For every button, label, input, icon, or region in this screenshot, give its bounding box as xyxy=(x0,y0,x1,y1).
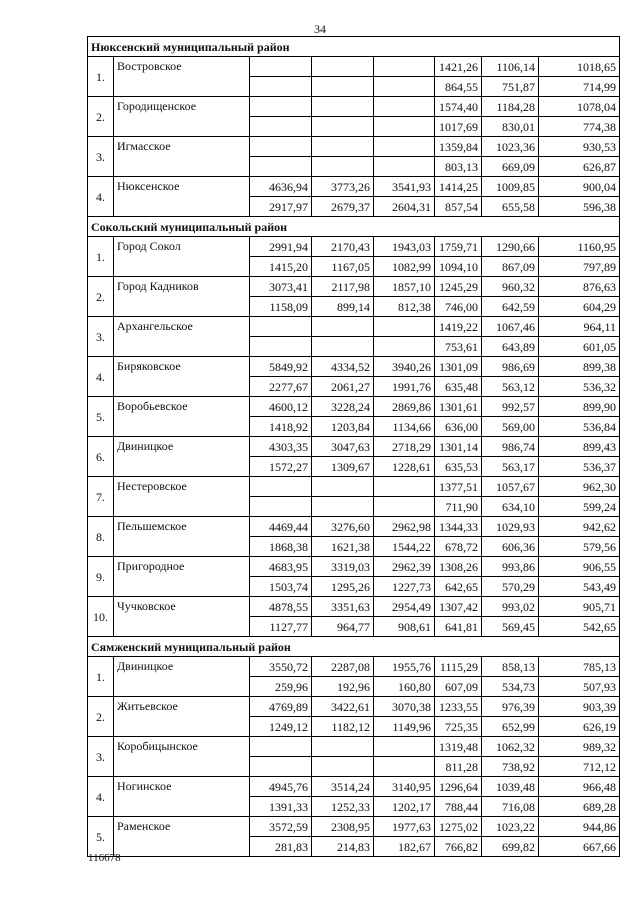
table-row xyxy=(88,737,620,757)
value-cell: 964,11 xyxy=(539,317,620,337)
value-cell: 1057,67 xyxy=(482,477,539,497)
value-cell: 1308,26 xyxy=(435,557,482,577)
value-cell xyxy=(250,157,312,177)
value-cell xyxy=(312,117,374,137)
value-cell: 1621,38 xyxy=(312,537,374,557)
row-number: 2. xyxy=(88,97,114,137)
value-cell: 716,08 xyxy=(482,797,539,817)
settlement-name: Биряковское xyxy=(114,357,250,397)
settlement-name: Чучковское xyxy=(114,597,250,637)
value-cell xyxy=(312,737,374,757)
value-cell: 3514,24 xyxy=(312,777,374,797)
value-cell: 2917,97 xyxy=(250,197,312,217)
value-cell: 906,55 xyxy=(539,557,620,577)
value-cell: 788,44 xyxy=(435,797,482,817)
settlement-name: Город Кадников xyxy=(114,277,250,317)
value-cell: 636,00 xyxy=(435,417,482,437)
row-number: 5. xyxy=(88,397,114,437)
row-number: 10. xyxy=(88,597,114,637)
value-cell: 2061,27 xyxy=(312,377,374,397)
value-cell: 1309,67 xyxy=(312,457,374,477)
value-cell xyxy=(374,497,435,517)
value-cell: 3073,41 xyxy=(250,277,312,297)
value-cell: 579,56 xyxy=(539,537,620,557)
table-row xyxy=(88,657,620,677)
value-cell: 966,48 xyxy=(539,777,620,797)
value-cell: 811,28 xyxy=(435,757,482,777)
value-cell: 4469,44 xyxy=(250,517,312,537)
value-cell: 1301,09 xyxy=(435,357,482,377)
value-cell: 714,99 xyxy=(539,77,620,97)
value-cell: 899,43 xyxy=(539,437,620,457)
row-number: 4. xyxy=(88,357,114,397)
value-cell: 1203,84 xyxy=(312,417,374,437)
value-cell: 1759,71 xyxy=(435,237,482,257)
value-cell: 3047,63 xyxy=(312,437,374,457)
settlement-name: Архангельское xyxy=(114,317,250,357)
value-cell: 942,62 xyxy=(539,517,620,537)
value-cell xyxy=(312,497,374,517)
value-cell: 1062,32 xyxy=(482,737,539,757)
value-cell xyxy=(250,737,312,757)
value-cell: 214,83 xyxy=(312,837,374,857)
value-cell: 599,24 xyxy=(539,497,620,517)
value-cell: 5849,92 xyxy=(250,357,312,377)
settlement-name: Двиницкое xyxy=(114,437,250,477)
value-cell xyxy=(374,337,435,357)
value-cell: 1391,33 xyxy=(250,797,312,817)
value-cell: 2604,31 xyxy=(374,197,435,217)
value-cell: 766,82 xyxy=(435,837,482,857)
value-cell: 944,86 xyxy=(539,817,620,837)
value-cell: 182,67 xyxy=(374,837,435,857)
value-cell: 3228,24 xyxy=(312,397,374,417)
value-cell: 601,05 xyxy=(539,337,620,357)
value-cell: 1184,28 xyxy=(482,97,539,117)
value-cell: 1023,22 xyxy=(482,817,539,837)
value-cell: 536,84 xyxy=(539,417,620,437)
value-cell: 1415,20 xyxy=(250,257,312,277)
value-cell: 1307,42 xyxy=(435,597,482,617)
value-cell: 993,02 xyxy=(482,597,539,617)
value-cell xyxy=(250,57,312,77)
table-row xyxy=(88,697,620,717)
value-cell: 1359,84 xyxy=(435,137,482,157)
table-row xyxy=(88,557,620,577)
value-cell: 1319,48 xyxy=(435,737,482,757)
value-cell: 3422,61 xyxy=(312,697,374,717)
settlement-name: Раменское xyxy=(114,817,250,857)
table-row xyxy=(88,237,620,257)
row-number: 2. xyxy=(88,277,114,317)
value-cell xyxy=(374,317,435,337)
value-cell: 2962,98 xyxy=(374,517,435,537)
value-cell xyxy=(374,157,435,177)
value-cell: 989,32 xyxy=(539,737,620,757)
section-header-row xyxy=(88,37,620,57)
value-cell: 1094,10 xyxy=(435,257,482,277)
value-cell: 1158,09 xyxy=(250,297,312,317)
tariff-table xyxy=(87,36,620,857)
value-cell: 606,36 xyxy=(482,537,539,557)
value-cell: 746,00 xyxy=(435,297,482,317)
value-cell: 192,96 xyxy=(312,677,374,697)
value-cell: 4878,55 xyxy=(250,597,312,617)
value-cell xyxy=(312,57,374,77)
value-cell: 699,82 xyxy=(482,837,539,857)
value-cell: 1082,99 xyxy=(374,257,435,277)
value-cell xyxy=(312,317,374,337)
value-cell: 1115,29 xyxy=(435,657,482,677)
value-cell: 652,99 xyxy=(482,717,539,737)
value-cell xyxy=(250,137,312,157)
value-cell xyxy=(250,97,312,117)
value-cell xyxy=(374,57,435,77)
value-cell: 281,83 xyxy=(250,837,312,857)
value-cell xyxy=(250,477,312,497)
settlement-name: Житьевское xyxy=(114,697,250,737)
value-cell: 1233,55 xyxy=(435,697,482,717)
value-cell xyxy=(374,77,435,97)
value-cell: 797,89 xyxy=(539,257,620,277)
value-cell: 725,35 xyxy=(435,717,482,737)
value-cell: 642,65 xyxy=(435,577,482,597)
value-cell: 1078,04 xyxy=(539,97,620,117)
value-cell: 2308,95 xyxy=(312,817,374,837)
value-cell: 563,17 xyxy=(482,457,539,477)
value-cell: 635,48 xyxy=(435,377,482,397)
value-cell: 534,73 xyxy=(482,677,539,697)
value-cell: 864,55 xyxy=(435,77,482,97)
value-cell: 669,09 xyxy=(482,157,539,177)
value-cell: 4945,76 xyxy=(250,777,312,797)
value-cell: 1067,46 xyxy=(482,317,539,337)
value-cell: 857,54 xyxy=(435,197,482,217)
value-cell: 1228,61 xyxy=(374,457,435,477)
value-cell: 3550,72 xyxy=(250,657,312,677)
value-cell: 1421,26 xyxy=(435,57,482,77)
value-cell: 1017,69 xyxy=(435,117,482,137)
value-cell: 596,38 xyxy=(539,197,620,217)
value-cell: 1857,10 xyxy=(374,277,435,297)
value-cell xyxy=(312,757,374,777)
settlement-name: Воробьевское xyxy=(114,397,250,437)
value-cell xyxy=(250,497,312,517)
section-title: Сокольский муниципальный район xyxy=(88,217,620,237)
table-row xyxy=(88,437,620,457)
table-row xyxy=(88,517,620,537)
value-cell: 1202,17 xyxy=(374,797,435,817)
value-cell: 774,38 xyxy=(539,117,620,137)
value-cell: 830,01 xyxy=(482,117,539,137)
value-cell: 930,53 xyxy=(539,137,620,157)
value-cell: 642,59 xyxy=(482,297,539,317)
value-cell xyxy=(312,97,374,117)
value-cell: 1290,66 xyxy=(482,237,539,257)
value-cell: 900,04 xyxy=(539,177,620,197)
value-cell xyxy=(250,757,312,777)
value-cell: 2954,49 xyxy=(374,597,435,617)
value-cell: 867,09 xyxy=(482,257,539,277)
value-cell: 569,00 xyxy=(482,417,539,437)
value-cell: 1868,38 xyxy=(250,537,312,557)
value-cell: 160,80 xyxy=(374,677,435,697)
value-cell xyxy=(250,337,312,357)
table-row xyxy=(88,397,620,417)
settlement-name: Ногинское xyxy=(114,777,250,817)
value-cell: 1955,76 xyxy=(374,657,435,677)
value-cell: 4600,12 xyxy=(250,397,312,417)
value-cell xyxy=(250,317,312,337)
value-cell: 1377,51 xyxy=(435,477,482,497)
value-cell: 570,29 xyxy=(482,577,539,597)
value-cell xyxy=(312,337,374,357)
table-row xyxy=(88,817,620,837)
value-cell: 1295,26 xyxy=(312,577,374,597)
value-cell: 4303,35 xyxy=(250,437,312,457)
value-cell: 1106,14 xyxy=(482,57,539,77)
footer-code: 116678 xyxy=(88,852,121,864)
table-row xyxy=(88,177,620,197)
section-header-row xyxy=(88,217,620,237)
table-row xyxy=(88,597,620,617)
value-cell: 899,14 xyxy=(312,297,374,317)
row-number: 3. xyxy=(88,137,114,177)
value-cell: 2962,39 xyxy=(374,557,435,577)
row-number: 2. xyxy=(88,697,114,737)
value-cell xyxy=(374,757,435,777)
value-cell: 689,28 xyxy=(539,797,620,817)
value-cell: 604,29 xyxy=(539,297,620,317)
table-row xyxy=(88,97,620,117)
value-cell: 3319,03 xyxy=(312,557,374,577)
value-cell: 1252,33 xyxy=(312,797,374,817)
value-cell: 1977,63 xyxy=(374,817,435,837)
row-number: 8. xyxy=(88,517,114,557)
value-cell: 563,12 xyxy=(482,377,539,397)
value-cell: 976,39 xyxy=(482,697,539,717)
table-row xyxy=(88,357,620,377)
value-cell xyxy=(312,77,374,97)
value-cell xyxy=(374,737,435,757)
value-cell: 2287,08 xyxy=(312,657,374,677)
value-cell: 1009,85 xyxy=(482,177,539,197)
value-cell: 1134,66 xyxy=(374,417,435,437)
value-cell xyxy=(374,477,435,497)
row-number: 1. xyxy=(88,657,114,697)
value-cell: 2991,94 xyxy=(250,237,312,257)
value-cell: 1301,14 xyxy=(435,437,482,457)
value-cell: 1182,12 xyxy=(312,717,374,737)
value-cell: 1029,93 xyxy=(482,517,539,537)
value-cell: 905,71 xyxy=(539,597,620,617)
section-title: Сямженский муниципальный район xyxy=(88,637,620,657)
value-cell: 899,38 xyxy=(539,357,620,377)
value-cell: 2170,43 xyxy=(312,237,374,257)
value-cell: 712,12 xyxy=(539,757,620,777)
value-cell: 626,87 xyxy=(539,157,620,177)
value-cell xyxy=(250,117,312,137)
table-body xyxy=(88,37,620,857)
value-cell: 4334,52 xyxy=(312,357,374,377)
row-number: 7. xyxy=(88,477,114,517)
value-cell: 1572,27 xyxy=(250,457,312,477)
table-row xyxy=(88,477,620,497)
value-cell: 903,39 xyxy=(539,697,620,717)
value-cell: 993,86 xyxy=(482,557,539,577)
value-cell: 986,74 xyxy=(482,437,539,457)
value-cell: 908,61 xyxy=(374,617,435,637)
settlement-name: Пригородное xyxy=(114,557,250,597)
value-cell: 507,93 xyxy=(539,677,620,697)
value-cell: 1149,96 xyxy=(374,717,435,737)
page-number: 34 xyxy=(314,22,326,36)
value-cell: 607,09 xyxy=(435,677,482,697)
table-row xyxy=(88,317,620,337)
value-cell: 3070,38 xyxy=(374,697,435,717)
value-cell: 858,13 xyxy=(482,657,539,677)
value-cell: 1574,40 xyxy=(435,97,482,117)
value-cell xyxy=(250,77,312,97)
value-cell: 536,32 xyxy=(539,377,620,397)
value-cell: 1245,29 xyxy=(435,277,482,297)
value-cell: 2117,98 xyxy=(312,277,374,297)
value-cell: 2869,86 xyxy=(374,397,435,417)
value-cell: 1544,22 xyxy=(374,537,435,557)
settlement-name: Игмасское xyxy=(114,137,250,177)
value-cell: 1296,64 xyxy=(435,777,482,797)
row-number: 1. xyxy=(88,57,114,97)
row-number: 3. xyxy=(88,737,114,777)
value-cell: 259,96 xyxy=(250,677,312,697)
settlement-name: Город Сокол xyxy=(114,237,250,277)
value-cell: 1160,95 xyxy=(539,237,620,257)
value-cell xyxy=(312,157,374,177)
settlement-name: Двиницкое xyxy=(114,657,250,697)
value-cell: 4769,89 xyxy=(250,697,312,717)
value-cell: 1127,77 xyxy=(250,617,312,637)
value-cell xyxy=(374,117,435,137)
settlement-name: Пельшемское xyxy=(114,517,250,557)
settlement-name: Востровское xyxy=(114,57,250,97)
value-cell: 678,72 xyxy=(435,537,482,557)
value-cell: 992,57 xyxy=(482,397,539,417)
value-cell: 1249,12 xyxy=(250,717,312,737)
row-number: 1. xyxy=(88,237,114,277)
value-cell: 655,58 xyxy=(482,197,539,217)
value-cell: 2718,29 xyxy=(374,437,435,457)
value-cell: 711,90 xyxy=(435,497,482,517)
value-cell: 3351,63 xyxy=(312,597,374,617)
row-number: 4. xyxy=(88,777,114,817)
value-cell: 543,49 xyxy=(539,577,620,597)
settlement-name: Нюксенское xyxy=(114,177,250,217)
value-cell: 986,69 xyxy=(482,357,539,377)
value-cell: 962,30 xyxy=(539,477,620,497)
value-cell xyxy=(374,97,435,117)
value-cell: 3773,26 xyxy=(312,177,374,197)
value-cell: 542,65 xyxy=(539,617,620,637)
value-cell: 1167,05 xyxy=(312,257,374,277)
settlement-name: Нестеровское xyxy=(114,477,250,517)
value-cell: 812,38 xyxy=(374,297,435,317)
value-cell: 2679,37 xyxy=(312,197,374,217)
value-cell: 1301,61 xyxy=(435,397,482,417)
value-cell: 1414,25 xyxy=(435,177,482,197)
value-cell: 643,89 xyxy=(482,337,539,357)
value-cell: 667,66 xyxy=(539,837,620,857)
row-number: 9. xyxy=(88,557,114,597)
value-cell: 964,77 xyxy=(312,617,374,637)
value-cell: 1419,22 xyxy=(435,317,482,337)
value-cell: 1023,36 xyxy=(482,137,539,157)
row-number: 4. xyxy=(88,177,114,217)
table-row xyxy=(88,137,620,157)
value-cell: 1503,74 xyxy=(250,577,312,597)
value-cell: 753,61 xyxy=(435,337,482,357)
value-cell: 3276,60 xyxy=(312,517,374,537)
value-cell: 876,63 xyxy=(539,277,620,297)
row-number: 6. xyxy=(88,437,114,477)
value-cell: 3541,93 xyxy=(374,177,435,197)
value-cell: 2277,67 xyxy=(250,377,312,397)
value-cell: 1018,65 xyxy=(539,57,620,77)
value-cell: 569,45 xyxy=(482,617,539,637)
value-cell: 4683,95 xyxy=(250,557,312,577)
value-cell: 1344,33 xyxy=(435,517,482,537)
settlement-name: Коробицынское xyxy=(114,737,250,777)
value-cell: 785,13 xyxy=(539,657,620,677)
table-row xyxy=(88,777,620,797)
value-cell: 960,32 xyxy=(482,277,539,297)
value-cell: 536,37 xyxy=(539,457,620,477)
value-cell: 899,90 xyxy=(539,397,620,417)
row-number: 3. xyxy=(88,317,114,357)
value-cell: 635,53 xyxy=(435,457,482,477)
table-row xyxy=(88,277,620,297)
value-cell xyxy=(312,477,374,497)
value-cell: 1227,73 xyxy=(374,577,435,597)
value-cell: 3140,95 xyxy=(374,777,435,797)
value-cell: 3940,26 xyxy=(374,357,435,377)
section-title: Нюксенский муниципальный район xyxy=(88,37,620,57)
value-cell: 1039,48 xyxy=(482,777,539,797)
value-cell xyxy=(374,137,435,157)
value-cell: 4636,94 xyxy=(250,177,312,197)
section-header-row xyxy=(88,637,620,657)
value-cell: 1991,76 xyxy=(374,377,435,397)
table-row xyxy=(88,57,620,77)
value-cell: 641,81 xyxy=(435,617,482,637)
settlement-name: Городищенское xyxy=(114,97,250,137)
value-cell: 1275,02 xyxy=(435,817,482,837)
value-cell: 1943,03 xyxy=(374,237,435,257)
value-cell: 634,10 xyxy=(482,497,539,517)
value-cell: 3572,59 xyxy=(250,817,312,837)
value-cell: 738,92 xyxy=(482,757,539,777)
value-cell xyxy=(312,137,374,157)
row-number: 5. xyxy=(88,817,114,857)
value-cell: 751,87 xyxy=(482,77,539,97)
value-cell: 1418,92 xyxy=(250,417,312,437)
value-cell: 626,19 xyxy=(539,717,620,737)
value-cell: 803,13 xyxy=(435,157,482,177)
